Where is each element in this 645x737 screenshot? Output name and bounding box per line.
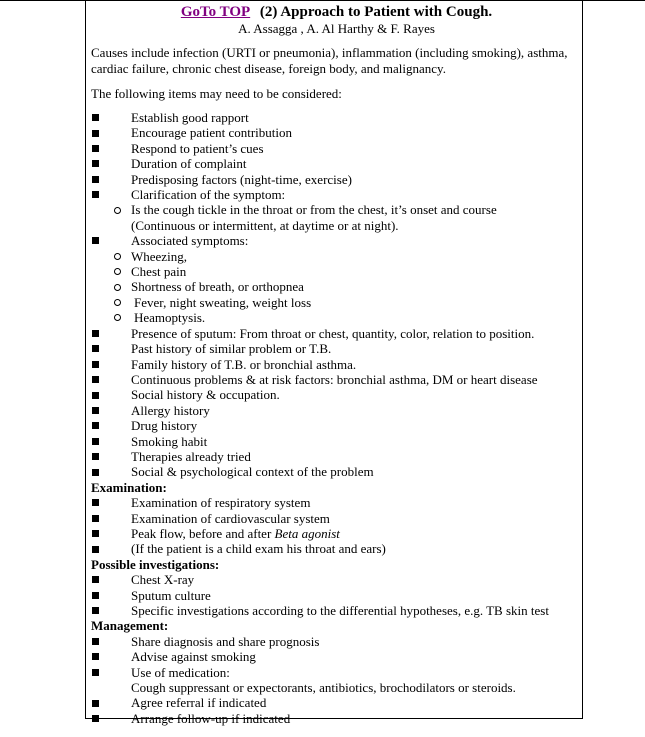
list-item: (If the patient is a child exam his throat and ears) — [91, 541, 582, 556]
square-bullet-icon — [91, 372, 131, 387]
list-item: Associated symptoms: — [91, 233, 582, 248]
square-bullet-icon — [91, 403, 131, 418]
lead-paragraph: The following items may need to be considered: — [91, 86, 342, 101]
square-bullet-icon — [91, 464, 131, 479]
square-bullet-icon — [91, 649, 131, 664]
square-bullet-icon — [91, 233, 131, 248]
square-bullet-icon — [91, 495, 131, 510]
list-item: Clarification of the symptom: — [91, 187, 582, 202]
list-item: Social history & occupation. — [91, 387, 582, 402]
document-box — [85, 0, 583, 726]
list-item: Drug history — [91, 418, 582, 433]
list-item: Respond to patient’s cues — [91, 141, 582, 156]
sub-list-item-continuation: (Continuous or intermittent, at daytime or at night). — [131, 217, 399, 233]
square-bullet-icon — [91, 110, 131, 125]
circle-bullet-icon — [91, 249, 131, 264]
list-item: Arrange follow-up if indicated — [91, 711, 582, 726]
square-bullet-icon — [91, 541, 131, 556]
investigations-heading: Possible investigations: — [91, 556, 220, 572]
square-bullet-icon — [91, 125, 131, 140]
square-bullet-icon — [91, 418, 131, 433]
list-item: Agree referral if indicated — [91, 695, 582, 710]
circle-bullet-icon — [91, 279, 131, 294]
list-item: Advise against smoking — [91, 649, 582, 664]
square-bullet-icon — [91, 387, 131, 402]
intro-paragraph: Causes include infection (URTI or pneumonia), inflammation (including smoking), asthma, cardiac failure, chronic chest disease, foreign body, and malignancy. — [91, 45, 568, 76]
square-bullet-icon — [91, 695, 131, 710]
list-item: Examination of respiratory system — [91, 495, 582, 510]
authors: A. Assagga , A. Al Harthy & F. Rayes — [238, 21, 435, 36]
list-item: Sputum culture — [91, 588, 582, 603]
list-item: Chest X-ray — [91, 572, 582, 587]
list-item: Share diagnosis and share prognosis — [91, 634, 582, 649]
square-bullet-icon — [91, 449, 131, 464]
sub-list-item: Chest pain — [91, 264, 582, 279]
list-item: Predisposing factors (night-time, exercise) — [91, 172, 582, 187]
square-bullet-icon — [91, 572, 131, 587]
square-bullet-icon — [91, 357, 131, 372]
title-text: (2) Approach to Patient with Cough. — [259, 4, 493, 20]
goto-top-link[interactable]: GoTo TOP — [180, 4, 251, 20]
sub-list-item: Heamoptysis. — [91, 310, 582, 325]
circle-bullet-icon — [91, 202, 131, 217]
square-bullet-icon — [91, 156, 131, 171]
square-bullet-icon — [91, 141, 131, 156]
list-item: Social & psychological context of the problem — [91, 464, 582, 479]
list-item: Therapies already tried — [91, 449, 582, 464]
circle-bullet-icon — [91, 295, 131, 310]
square-bullet-icon — [91, 588, 131, 603]
management-heading: Management: — [91, 618, 169, 634]
list-item: Specific investigations according to the differential hypotheses, e.g. TB skin test — [91, 603, 582, 618]
square-bullet-icon — [91, 511, 131, 526]
square-bullet-icon — [91, 634, 131, 649]
page-title — [91, 3, 582, 21]
list-item: Allergy history — [91, 403, 582, 418]
sub-list-item: Shortness of breath, or orthopnea — [91, 279, 582, 294]
list-item: Establish good rapport — [91, 110, 582, 125]
list-item: Past history of similar problem or T.B. — [91, 341, 582, 356]
square-bullet-icon — [91, 341, 131, 356]
list-item: Smoking habit — [91, 434, 582, 449]
square-bullet-icon — [91, 603, 131, 618]
list-item: Use of medication: — [91, 665, 582, 680]
square-bullet-icon — [91, 526, 131, 541]
list-item: Family history of T.B. or bronchial asthma. — [91, 357, 582, 372]
square-bullet-icon — [91, 187, 131, 202]
list-item: Duration of complaint — [91, 156, 582, 171]
square-bullet-icon — [91, 326, 131, 341]
sub-list-item: Wheezing, — [91, 249, 582, 264]
square-bullet-icon — [91, 711, 131, 726]
sub-list-item: Fever, night sweating, weight loss — [91, 295, 582, 310]
square-bullet-icon — [91, 172, 131, 187]
list-item: Presence of sputum: From throat or chest, quantity, color, relation to position. — [91, 326, 582, 341]
examination-heading: Examination: — [91, 479, 167, 495]
list-item: Continuous problems & at risk factors: bronchial asthma, DM or heart disease — [91, 372, 582, 387]
list-item: Encourage patient contribution — [91, 125, 582, 140]
list-item-continuation: Cough suppressant or expectorants, antibiotics, brochodilators or steroids. — [131, 680, 516, 696]
square-bullet-icon — [91, 665, 131, 680]
list-item: Peak flow, before and after Beta agonist — [91, 526, 582, 541]
square-bullet-icon — [91, 434, 131, 449]
history-list — [91, 110, 582, 726]
circle-bullet-icon — [91, 310, 131, 325]
sub-list-item: Is the cough tickle in the throat or from the chest, it’s onset and course — [91, 202, 582, 217]
circle-bullet-icon — [91, 264, 131, 279]
list-item: Examination of cardiovascular system — [91, 511, 582, 526]
